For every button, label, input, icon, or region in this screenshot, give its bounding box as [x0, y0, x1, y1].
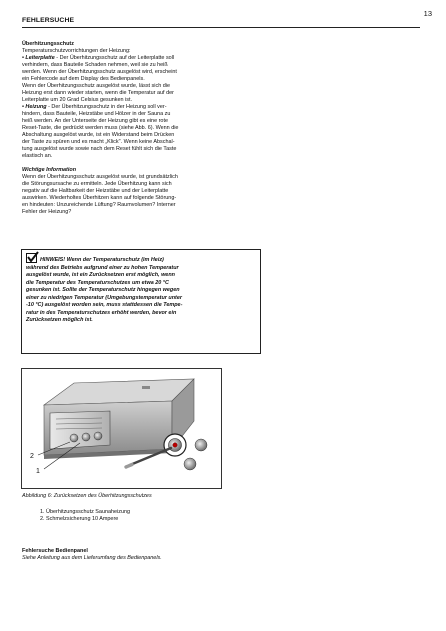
item-heater-label: • Heizung: [22, 104, 47, 110]
text-line: Zurücksetzen möglich ist.: [26, 317, 93, 323]
overheat-intro: Temperaturschutzvorrichtungen der Heizung:: [22, 48, 131, 54]
text-line: elastisch an.: [22, 153, 53, 159]
checkmark-icon: [26, 253, 37, 263]
figure-legend: [40, 509, 130, 523]
item-circuit-board-label: • Leiterplatte: [22, 55, 55, 61]
figure-caption: Abbildung 6: Zurücksetzen des Überhitzungsschutzes: [22, 493, 152, 499]
text-line: en hindeuten: Unzureichende Lüftung? Raumvolumen? Interner: [22, 202, 176, 208]
text-line: -10 °C) ausgelöst worden sein, muss stattdessen die Tempe-: [26, 302, 183, 308]
page-title: FEHLERSUCHE: [22, 17, 75, 24]
text-line: die Störungsursache zu ermitteln. Jede Überhitzung kann sich: [22, 181, 172, 187]
text-line: Wenn der Überhitzungsschutz ausgelöst wurde, ist grundsätzlich: [22, 174, 178, 180]
fuse-knob: [82, 433, 90, 441]
text-line: der Taste zu spüren und es macht „Klick". Wenn keine Abschal-: [22, 139, 175, 145]
text-line: auswirken. Wiederholtes Überhitzen kann auf folgende Störung-: [22, 195, 177, 201]
text-line: die Temperatur des Temperaturschutzes um etwa 20 °C: [26, 279, 169, 286]
text-line: verhindern, dass Bauteile Schaden nehmen, weil sie zu heiß: [22, 62, 168, 68]
text-line: während des Betriebs aufgrund einer zu hohen Temperatur: [26, 264, 179, 271]
hint-first-line: [26, 253, 256, 265]
page-number: 13: [423, 9, 432, 18]
text-line: HINWEIS! Wenn der Temperaturschutz (im Heiz): [40, 257, 164, 263]
text-line: Heizung erst dann wieder starten, wenn die Temperatur auf der: [22, 90, 174, 96]
page-header: [22, 17, 422, 28]
panel-heading: Fehlersuche Bedienpanel: [22, 548, 88, 554]
text-line: - Der Überhitzungsschutz in der Heizung soll ver-: [46, 104, 167, 110]
item-heater: [22, 104, 418, 111]
text-line: ein Fehlercode auf dem Display des Bedienpanels.: [22, 76, 145, 82]
text-line: gesunken ist. Sollte der Temperaturschutz hingegen wegen: [26, 287, 180, 293]
legend-item: 2. Schmelzsicherung 10 Ampere: [40, 516, 119, 523]
text-line: Fehler der Heizung?: [22, 209, 72, 215]
main-content: [22, 41, 418, 216]
fuse-knob: [70, 434, 78, 442]
text-line: ausgelöst wurde, ist ein Zurücksetzen erst möglich, wenn: [26, 272, 175, 278]
fuse-knob: [94, 432, 102, 440]
callout-2: 2: [30, 453, 34, 460]
text-line: tung ausgelöst wurde sowie nach dem Reset fühlt sich die Taste: [22, 146, 177, 152]
panel-troubleshooting: [22, 548, 162, 562]
overheat-heading: Überhitzungsschutz: [22, 41, 74, 47]
side-knob: [195, 439, 207, 451]
text-line: Abschaltung ausgelöst wurde, ist ein Widerstand beim Drücken: [22, 132, 175, 138]
side-knob: [184, 458, 196, 470]
text-line: Leiterplatte um 20 Grad Celsius gesunken ist.: [22, 97, 133, 103]
panel-note: Siehe Anleitung aus dem Lieferumfang des Bedienpanels.: [22, 555, 162, 561]
text-line: hindern, dass Bauteile, Heizstäbe und Hölzer in der Sauna zu: [22, 111, 171, 117]
text-line: - Der Überhitzungsschutz auf der Leiterplatte soll: [54, 55, 175, 61]
text-line: ratur in des Temperaturschutzes erhöht werden, bevor ein: [26, 309, 177, 316]
header-divider: [22, 27, 420, 28]
important-heading: Wichtige Information: [22, 167, 77, 173]
item-circuit-board: [22, 55, 418, 62]
heater-illustration: [22, 369, 221, 488]
text-line: Wenn der Überhitzungsschutz ausgelöst wurde, lässt sich die: [22, 83, 170, 89]
text-line: heiß werden. An der Unterseite der Heizung gibt es eine rote: [22, 118, 168, 124]
text-line: Reset-Taste, die gedrückt werden muss (siehe Abb. 6). Wenn die: [22, 125, 179, 131]
text-line: einer zu niedrigen Temperatur (Umgebungstemperatur unter: [26, 294, 182, 301]
text-line: negativ auf die Haltbarkeit der Heizstäbe und der Leiterplatte: [22, 188, 169, 194]
hint-box: [21, 249, 261, 354]
text-line: werden. Wenn der Überhitzungsschutz ausgelöst wird, erscheint: [22, 69, 177, 75]
legend-item: 1. Überhitzungsschutz Saunaheizung: [40, 509, 131, 515]
heater-reset-figure: [21, 368, 222, 489]
callout-1: 1: [36, 468, 40, 475]
